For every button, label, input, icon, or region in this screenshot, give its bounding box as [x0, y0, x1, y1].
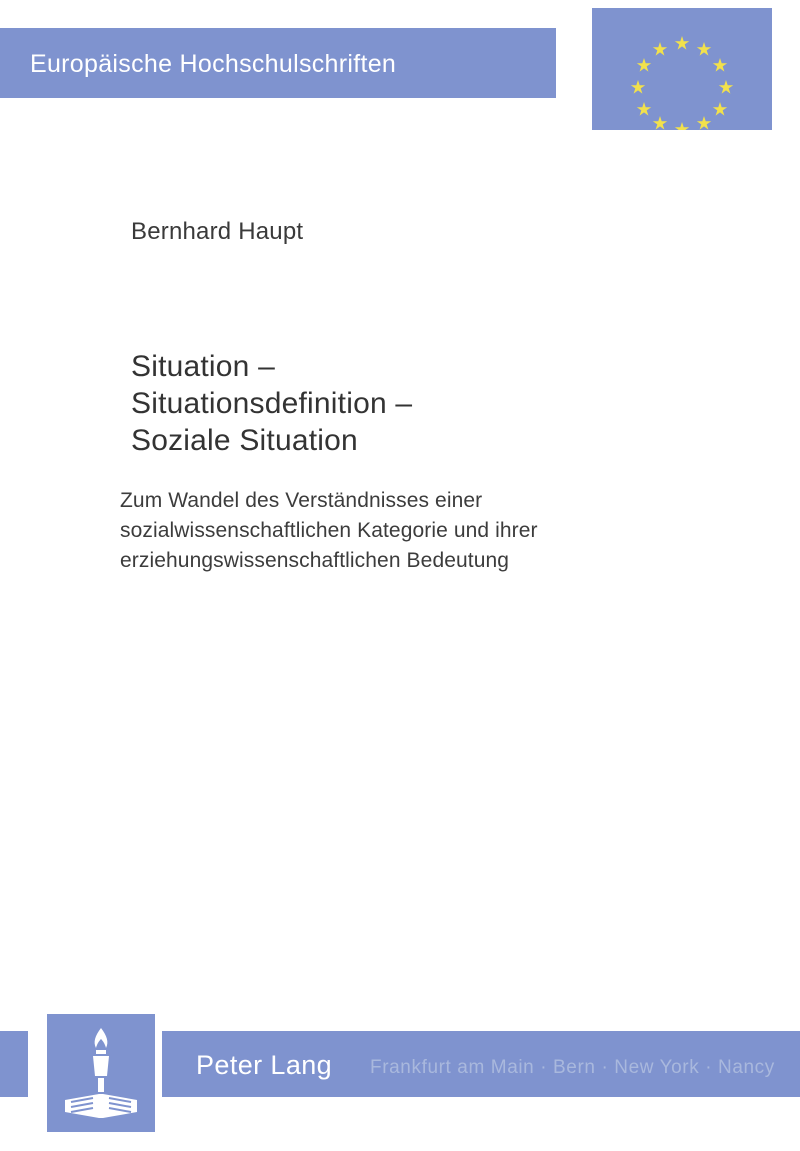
- title-line-3: Soziale Situation: [131, 424, 358, 457]
- title-line-1: Situation –: [131, 350, 275, 383]
- author-name: Bernhard Haupt: [131, 218, 304, 245]
- series-title: Europäische Hochschulschriften: [30, 50, 397, 78]
- publisher-logo: [47, 1014, 155, 1132]
- subtitle-line-1: Zum Wandel des Verständnisses einer: [120, 489, 483, 512]
- footer-accent-square: [0, 1031, 28, 1097]
- book-subtitle: [120, 486, 740, 576]
- publisher-cities: Frankfurt am Main · Bern · New York · Nancy: [370, 1057, 775, 1078]
- torch-book-icon: [47, 1014, 155, 1132]
- eu-flag-icon: [592, 8, 772, 130]
- title-line-2: Situationsdefinition –: [131, 387, 413, 420]
- book-title: [131, 348, 731, 459]
- subtitle-line-3: erziehungswissenschaftlichen Bedeutung: [120, 549, 510, 572]
- eu-stars-icon: [592, 8, 772, 130]
- publisher-name: Peter Lang: [196, 1050, 333, 1080]
- subtitle-line-2: sozialwissenschaftlichen Kategorie und ihrer: [120, 519, 538, 542]
